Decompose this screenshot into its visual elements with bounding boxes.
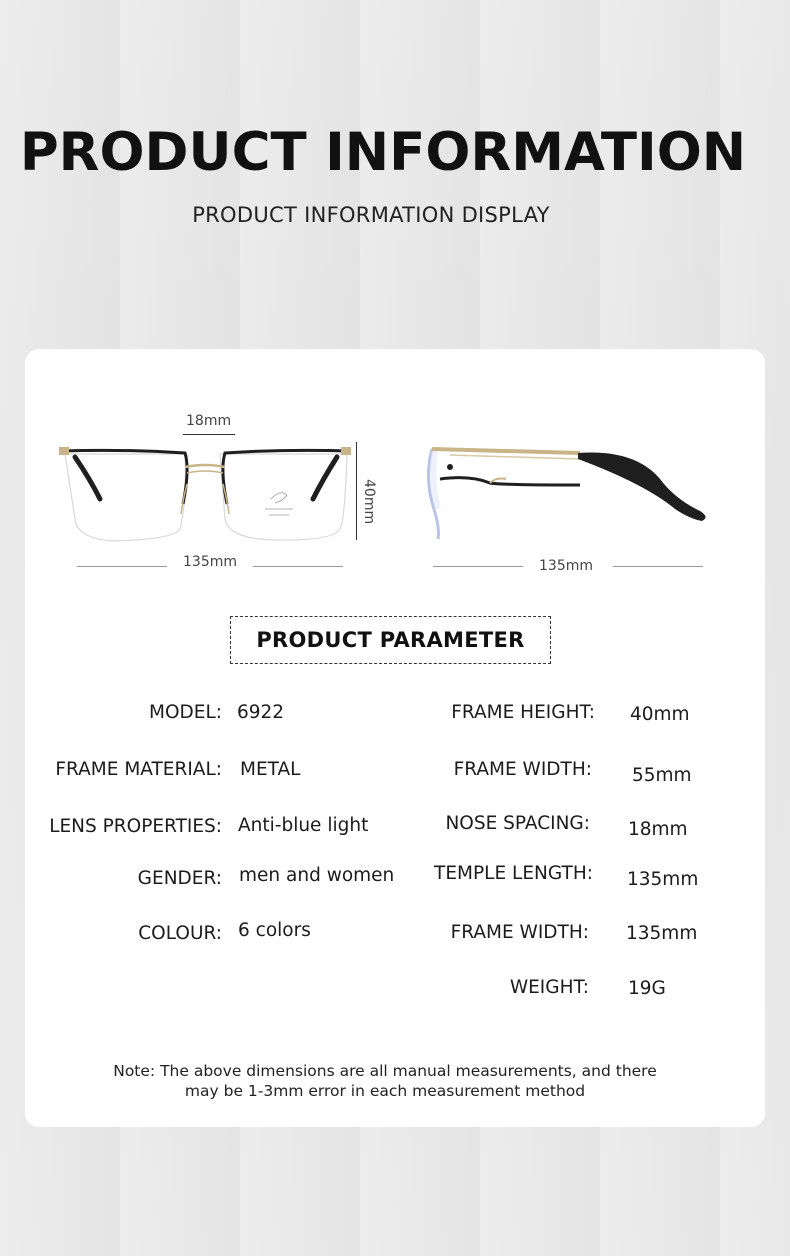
temple-length-line-right bbox=[613, 566, 703, 567]
param-label-nose-spacing: NOSE SPACING: bbox=[445, 813, 590, 834]
measurement-note-line-1: Note: The above dimensions are all manual measurements, and there bbox=[113, 1062, 657, 1080]
front-width-line-right bbox=[253, 566, 343, 567]
param-label-frame-width: FRAME WIDTH: bbox=[453, 759, 592, 780]
param-label-lens-properties: LENS PROPERTIES: bbox=[49, 816, 222, 837]
page-subtitle: PRODUCT INFORMATION DISPLAY bbox=[192, 203, 550, 227]
param-value-frame-height: 40mm bbox=[630, 704, 690, 725]
front-width-line-left bbox=[77, 566, 167, 567]
temple-length-label: 135mm bbox=[539, 558, 593, 574]
bridge-dimension-label: 18mm bbox=[186, 413, 232, 429]
page-title: PRODUCT INFORMATION bbox=[19, 122, 747, 183]
param-value-gender: men and women bbox=[239, 865, 395, 886]
height-dimension-label: 40mm bbox=[361, 479, 377, 525]
glasses-side-view bbox=[420, 439, 720, 559]
param-value-model: 6922 bbox=[237, 702, 285, 723]
param-label-colour: COLOUR: bbox=[138, 923, 222, 944]
param-value-colour: 6 colors bbox=[238, 920, 311, 941]
param-label-model: MODEL: bbox=[149, 702, 222, 723]
param-label-frame-width-2: FRAME WIDTH: bbox=[450, 922, 589, 943]
measurement-note-line-2: may be 1-3mm error in each measurement method bbox=[184, 1082, 586, 1100]
param-value-lens-properties: Anti-blue light bbox=[238, 815, 369, 836]
glasses-front-view bbox=[55, 409, 375, 629]
parameter-heading: PRODUCT PARAMETER bbox=[230, 616, 551, 664]
param-value-temple-length: 135mm bbox=[627, 869, 699, 890]
height-dimension-line bbox=[356, 442, 357, 540]
param-value-frame-material: METAL bbox=[240, 759, 301, 780]
param-value-nose-spacing: 18mm bbox=[628, 819, 688, 840]
param-label-frame-height: FRAME HEIGHT: bbox=[451, 702, 595, 723]
param-value-frame-width-2: 135mm bbox=[626, 923, 698, 944]
param-label-weight: WEIGHT: bbox=[509, 977, 589, 998]
param-value-frame-width: 55mm bbox=[632, 765, 692, 786]
param-label-gender: GENDER: bbox=[137, 868, 222, 889]
param-label-frame-material: FRAME MATERIAL: bbox=[55, 759, 222, 780]
param-value-weight: 19G bbox=[628, 978, 666, 999]
temple-length-line-left bbox=[433, 566, 523, 567]
param-label-temple-length: TEMPLE LENGTH: bbox=[434, 863, 593, 884]
product-info-card bbox=[25, 349, 765, 1127]
bridge-dimension-line bbox=[183, 434, 235, 435]
front-width-label: 135mm bbox=[183, 554, 237, 570]
measurement-note bbox=[25, 1061, 745, 1101]
